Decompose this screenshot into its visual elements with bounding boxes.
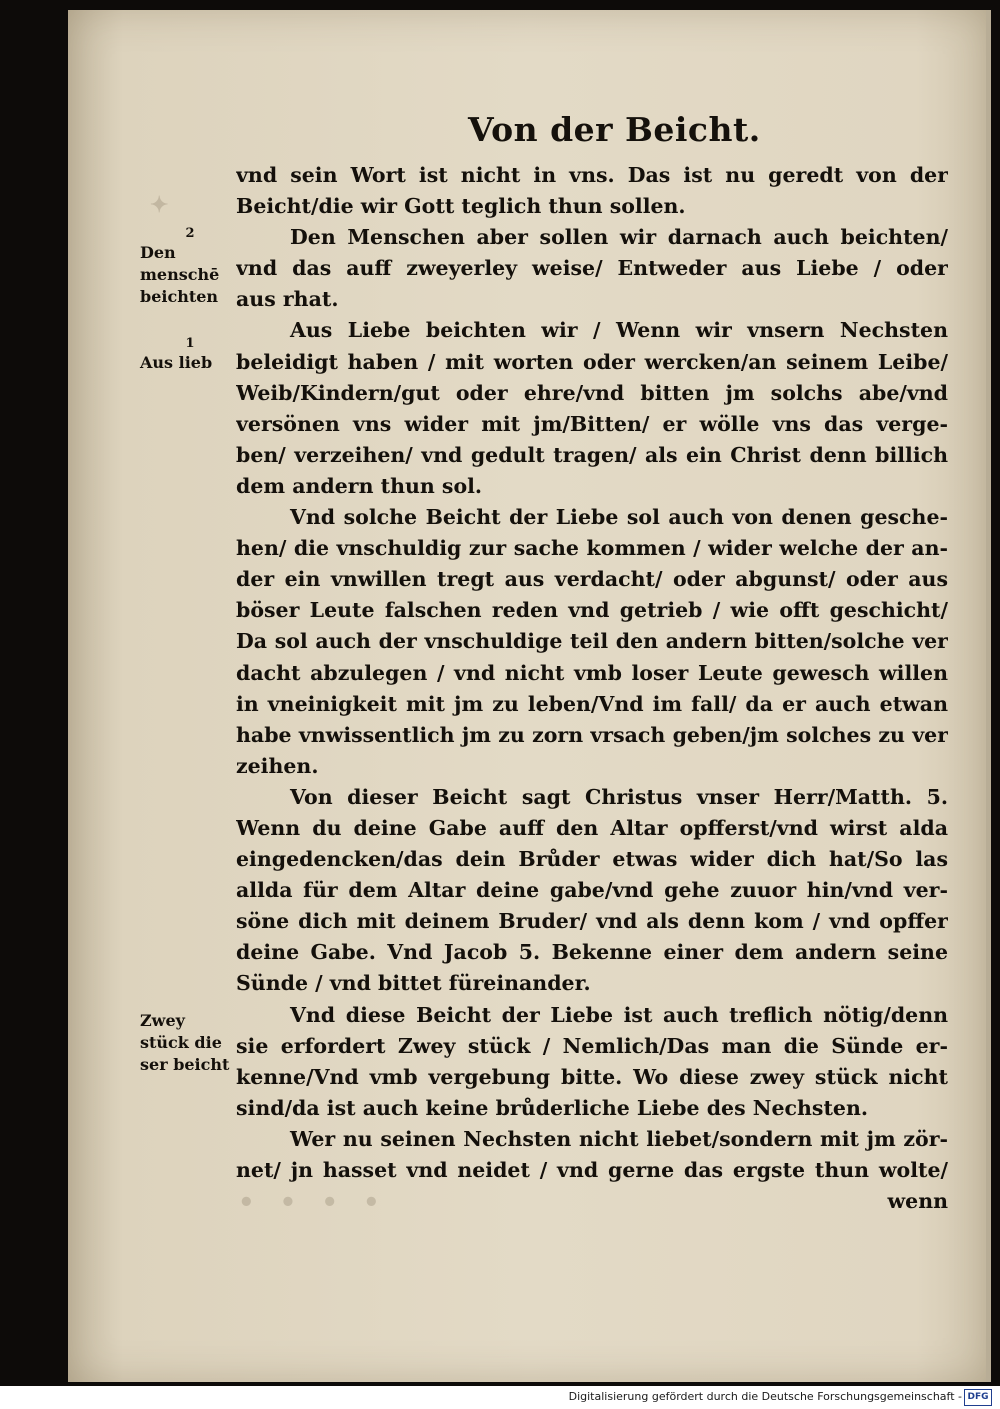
- text-line: versönen vns wider mit jm/Bitten/ er wölle vns das verge-: [236, 411, 948, 436]
- text-line: Aus Liebe beichten wir / Wenn wir vnsern Nechsten: [290, 318, 948, 343]
- text-line: aus rhat.: [236, 287, 339, 312]
- running-head: Von der Beicht.: [468, 110, 761, 149]
- text-line: Von dieser Beicht sagt Christus vnser Herr/Matth. 5.: [290, 784, 948, 809]
- text-line: Den Menschen aber sollen wir darnach auch beichten/: [290, 225, 948, 250]
- text-line: eingedencken/das dein Brůder etwas wider dich hat/So las: [236, 847, 948, 872]
- margin-note-line: menschē: [140, 265, 220, 284]
- catchword-show-through: • • • •: [238, 1188, 388, 1218]
- text-line: beleidigt haben / mit worten oder wercken/an seinem Leibe/: [236, 349, 948, 374]
- text-line: in vneinigkeit mit jm zu leben/Vnd im fall/ da er auch etwan: [236, 691, 948, 716]
- text-line: Weib/Kindern/gut oder ehre/vnd bitten jm solchs abe/vnd: [236, 380, 948, 405]
- margin-note-zwey-stueck: [140, 1010, 240, 1076]
- margin-note-aus-lieb: [140, 336, 240, 374]
- text-line: net/ jn hasset vnd neidet / vnd gerne das ergste thun wolte/: [236, 1158, 948, 1182]
- text-line: Beicht/die wir Gott teglich thun sollen.: [236, 194, 686, 219]
- margin-note-line: Zwey: [140, 1011, 185, 1030]
- margin-note-den-menschen: [140, 226, 240, 308]
- margin-note-line: beichten: [140, 287, 219, 306]
- text-line: vnd das auff zweyerley weise/ Entweder aus Liebe / oder: [236, 256, 948, 281]
- margin-note-line: ser beicht: [140, 1055, 230, 1074]
- text-line: der ein vnwillen tregt aus verdacht/ oder abgunst/ oder aus: [236, 567, 948, 592]
- footer-bar: [0, 1386, 1000, 1409]
- funding-credit: Digitalisierung gefördert durch die Deutsche Forschungsgemeinschaft -: [568, 1390, 962, 1403]
- dfg-logo-icon: DFG: [964, 1389, 992, 1406]
- text-line: böser Leute falschen reden vnd getrieb / wie offt geschicht/: [236, 598, 948, 623]
- margin-note-line: stück die: [140, 1033, 222, 1052]
- text-line: Wer nu seinen Nechsten nicht liebet/sondern mit jm zör-: [290, 1126, 948, 1151]
- show-through-text: ✦: [150, 192, 169, 218]
- text-line: sie erfordert Zwey stück / Nemlich/Das man die Sünde er-: [236, 1033, 948, 1058]
- text-line: allda für dem Altar deine gabe/vnd gehe zuuor hin/vnd ver-: [236, 878, 948, 903]
- text-line: Sünde / vnd bittet füreinander.: [236, 971, 591, 996]
- text-line: Vnd diese Beicht der Liebe ist auch treflich nötig/denn: [290, 1002, 948, 1027]
- margin-number: 1: [185, 336, 195, 351]
- text-line: vnd sein Wort ist nicht in vns. Das ist nu geredt von der: [236, 163, 948, 187]
- text-line: hen/ die vnschuldig zur sache kommen / wider welche der an-: [236, 536, 948, 561]
- body-text: [236, 160, 948, 1217]
- text-line: Da sol auch der vnschuldige teil den andern bitten/solche ver: [236, 629, 948, 654]
- text-line: Wenn du deine Gabe auff den Altar opfferst/vnd wirst alda: [236, 815, 948, 840]
- page-edge: [986, 10, 991, 1382]
- text-line: kenne/Vnd vmb vergebung bitte. Wo diese zwey stück nicht: [236, 1064, 948, 1089]
- text-line: deine Gabe. Vnd Jacob 5. Bekenne einer dem andern seine: [236, 940, 948, 965]
- text-line: Vnd solche Beicht der Liebe sol auch von denen gesche-: [290, 505, 948, 530]
- text-line: söne dich mit deinem Bruder/ vnd als denn kom / vnd opffer: [236, 909, 948, 934]
- margin-note-line: Aus lieb: [140, 353, 213, 372]
- text-line: dacht abzulegen / vnd nicht vmb loser Leute gewesch willen: [236, 660, 948, 685]
- text-line: habe vnwissentlich jm zu zorn vrsach geben/jm solches zu ver: [236, 722, 948, 747]
- text-line: dem andern thun sol.: [236, 473, 483, 498]
- text-line: sind/da ist auch keine brůderliche Liebe des Nechsten.: [236, 1095, 869, 1120]
- margin-note-line: Den: [140, 243, 176, 262]
- catchword: wenn: [887, 1189, 948, 1214]
- text-line: ben/ verzeihen/ vnd gedult tragen/ als ein Christ denn billich: [236, 442, 948, 467]
- text-line: zeihen.: [236, 753, 319, 778]
- margin-number: 2: [185, 226, 195, 241]
